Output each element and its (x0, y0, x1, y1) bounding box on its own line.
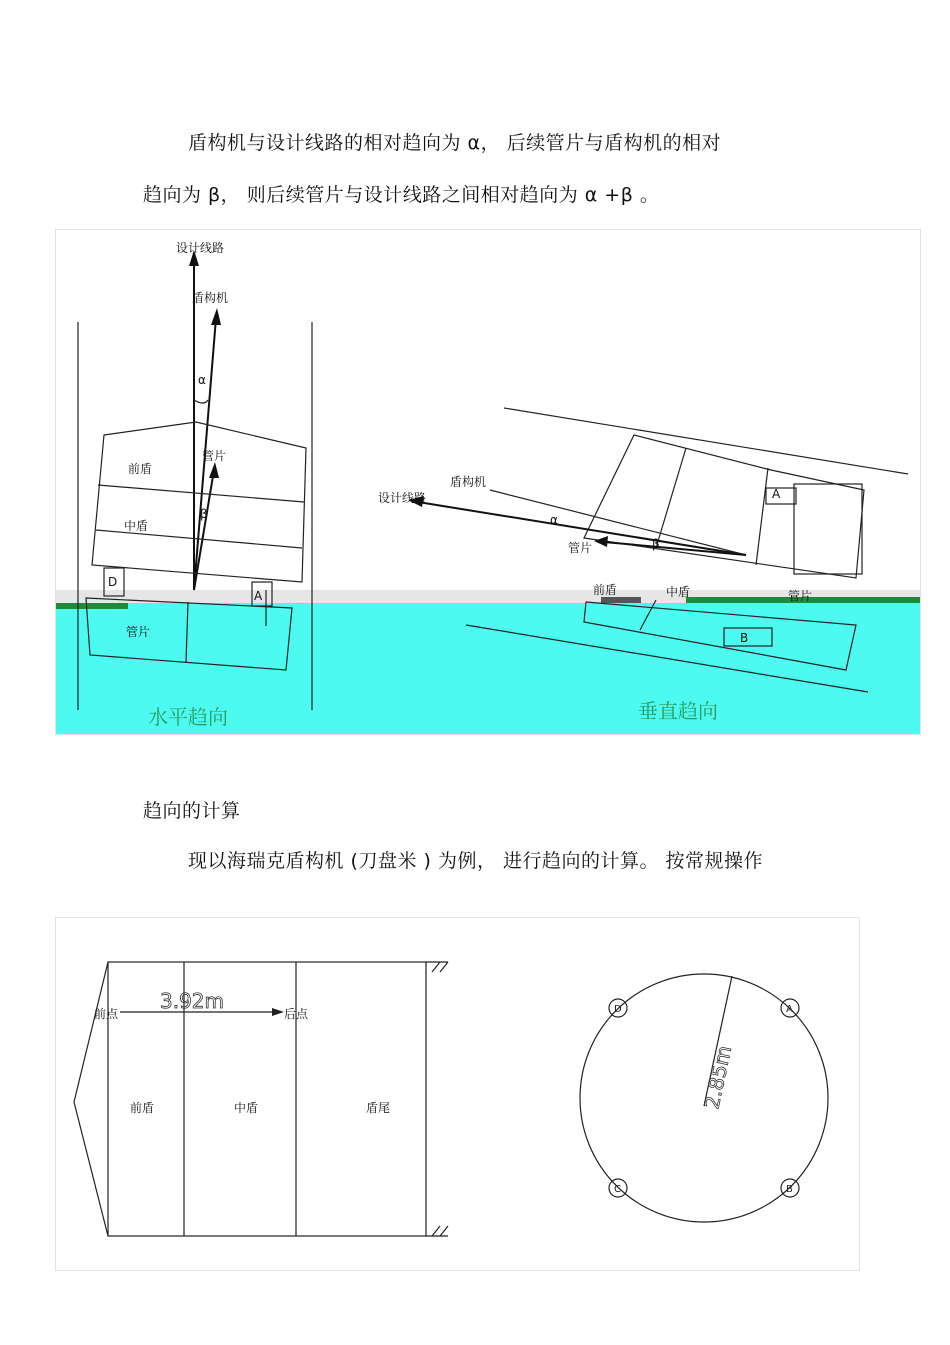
label-shield-right: 盾构机 (450, 475, 487, 489)
dark-strip (601, 597, 641, 603)
label-segment-lower: 管片 (126, 625, 151, 639)
label-beta: β (200, 507, 208, 521)
label-beta-right: β (652, 537, 660, 551)
shield-side-view (74, 962, 448, 1236)
label-segment-right-lower: 管片 (788, 589, 813, 603)
label-alpha-right: α (550, 513, 558, 527)
label-shield: 盾构机 (192, 291, 229, 305)
caption-horizontal: 水平趋向 (148, 705, 228, 729)
label-radius: 2.85m (699, 1043, 737, 1112)
label-segment-right: 管片 (568, 541, 593, 555)
label-front-shield: 前盾 (130, 1101, 155, 1115)
label-rear-point: 后点 (284, 1007, 309, 1021)
label-segment: 管片 (202, 449, 227, 463)
label-front-shield-right: 前盾 (593, 583, 618, 597)
label-middle-shield: 中盾 (124, 519, 149, 533)
label-mark-a: A (254, 589, 263, 603)
paragraph-example: 现以海瑞克盾构机 (刀盘米 ) 为例， 进行趋向的计算。 按常规操作 (188, 850, 764, 872)
figure-dimensions-svg (56, 918, 859, 1270)
green-strip-left (56, 603, 128, 609)
label-alpha: α (198, 373, 206, 387)
label-front-point: 前点 (94, 1007, 119, 1021)
paragraph-line-2: 趋向为 β， 则后续管片与设计线路之间相对趋向为 α +β 。 (143, 184, 660, 206)
caption-vertical: 垂直趋向 (638, 699, 718, 723)
label-mark-d: D (108, 575, 118, 589)
label-middle-shield-right: 中盾 (666, 585, 691, 599)
label-design-line: 设计线路 (176, 241, 225, 255)
figure-trend-svg (56, 230, 920, 734)
label-mark-a-right: A (772, 487, 781, 501)
label-circle-a: A (786, 1004, 793, 1015)
label-circle-c: C (614, 1184, 621, 1195)
label-circle-b: B (786, 1184, 793, 1195)
label-front-shield: 前盾 (128, 462, 153, 476)
paragraph-line-1: 盾构机与设计线路的相对趋向为 α， 后续管片与盾构机的相对 (188, 132, 722, 154)
label-design-line-right: 设计线路 (378, 491, 427, 505)
figure-shield-dimensions (55, 917, 860, 1271)
label-circle-d: D (614, 1004, 622, 1015)
label-length: 3.92m (160, 989, 225, 1013)
label-tail-shield: 盾尾 (366, 1101, 391, 1115)
label-mark-b-right: B (740, 631, 749, 645)
label-middle-shield: 中盾 (234, 1101, 259, 1115)
section-heading: 趋向的计算 (143, 800, 241, 822)
figure-trend-diagram (55, 229, 921, 735)
